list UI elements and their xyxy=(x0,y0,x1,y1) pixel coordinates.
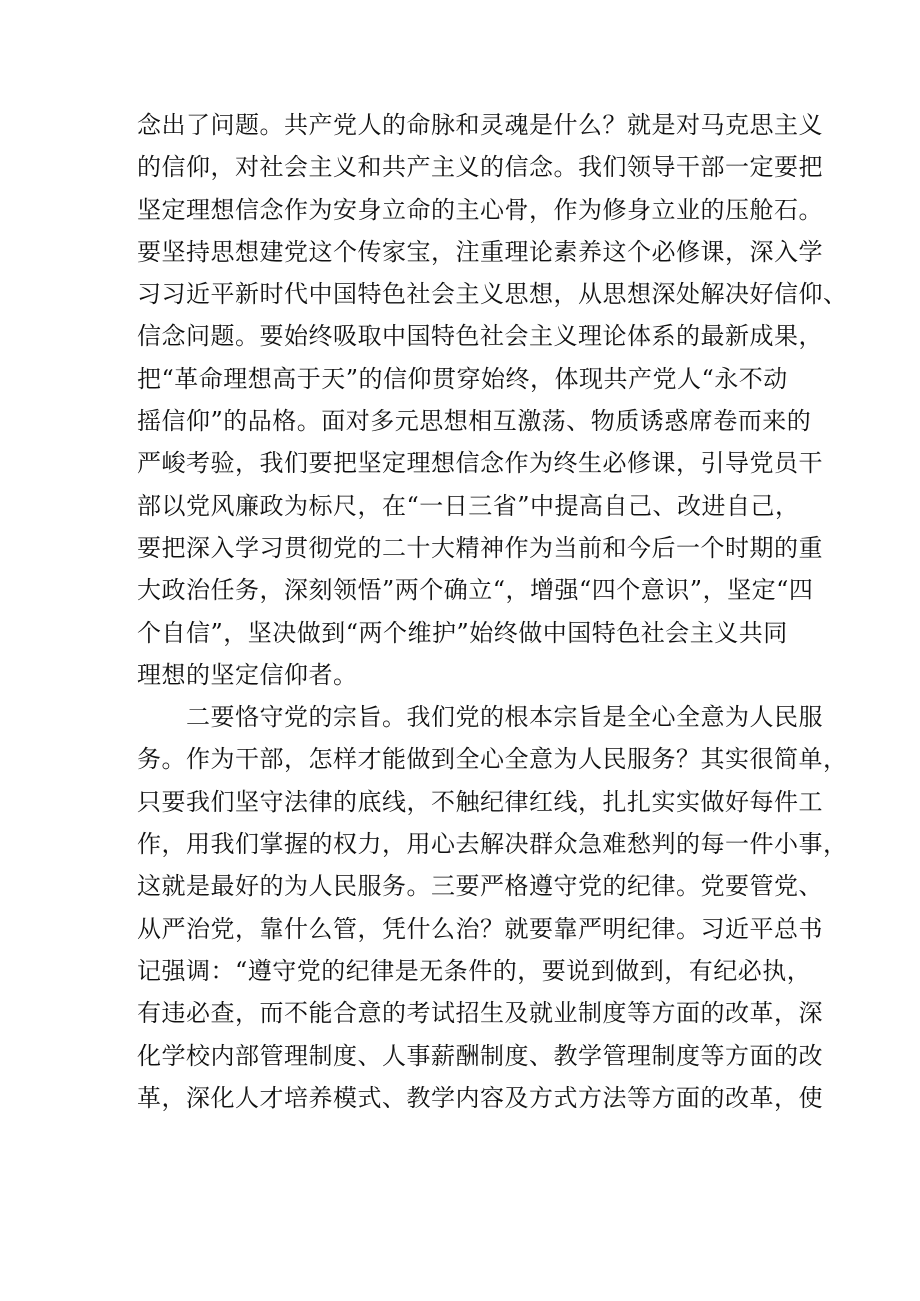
text-line: 要坚持思想建党这个传家宝，注重理论素养这个必修课，深入学 xyxy=(137,237,823,266)
text-line: 革，深化人才培养模式、教学内容及方式方法等方面的改革，使 xyxy=(137,1083,823,1112)
text-line: 个自信”，坚决做到“两个维护”始终做中国特色社会主义共同 xyxy=(137,618,788,647)
text-line: 严峻考验，我们要把坚定理想信念作为终生必修课，引导党员干 xyxy=(137,449,823,478)
text-line: 作，用我们掌握的权力，用心去解决群众急难愁判的每一件小事， xyxy=(137,830,848,859)
text-line: 记强调：“遵守党的纪律是无条件的，要说到做到，有纪必执， xyxy=(137,956,812,985)
text-line: 习习近平新时代中国特色社会主义思想，从思想深处解决好信仰、 xyxy=(137,280,848,309)
text-line: 只要我们坚守法律的底线，不触纪律红线，扎扎实实做好每件工 xyxy=(137,787,823,816)
text-line: 务。作为干部，怎样才能做到全心全意为人民服务？其实很简单， xyxy=(137,745,848,774)
text-line: 有违必查，而不能合意的考试招生及就业制度等方面的改革，深 xyxy=(137,999,823,1028)
text-line: 念出了问题。共产党人的命脉和灵魂是什么？就是对马克思主义 xyxy=(137,111,823,139)
text-line: 要把深入学习贯彻党的二十大精神作为当前和今后一个时期的重 xyxy=(137,533,823,562)
text-line: 的信仰，对社会主义和共产主义的信念。我们领导干部一定要把 xyxy=(137,153,823,182)
text-line: 把“革命理想高于天”的信仰贯穿始终，体现共产党人“永不动 xyxy=(137,364,788,393)
text-line: 坚定理想信念作为安身立命的主心骨，作为修身立业的压舱石。 xyxy=(137,195,823,224)
text-line: 部以党风廉政为标尺，在“一日三省”中提高自己、改进自己， xyxy=(137,491,800,520)
text-line: 化学校内部管理制度、人事薪酬制度、教学管理制度等方面的改 xyxy=(137,1041,823,1070)
text-line: 信念问题。要始终吸取中国特色社会主义理论体系的最新成果， xyxy=(137,322,823,351)
paragraph-start-line: 二要恪守党的宗旨。我们党的根本宗旨是全心全意为人民服 xyxy=(137,703,823,732)
text-line: 大政治任务，深刻领悟”两个确立“，增强“四个意识”，坚定“四 xyxy=(137,576,814,605)
text-line: 摇信仰”的品格。面对多元思想相互激荡、物质诱惑席卷而来的 xyxy=(137,407,812,436)
text-line: 这就是最好的为人民服务。三要严格遵守党的纪律。党要管党、 xyxy=(137,872,823,901)
text-line: 从严治党，靠什么管，凭什么治？就要靠严明纪律。习近平总书 xyxy=(137,914,823,943)
text-line: 理想的坚定信仰者。 xyxy=(137,660,358,689)
body-text xyxy=(137,104,848,1119)
